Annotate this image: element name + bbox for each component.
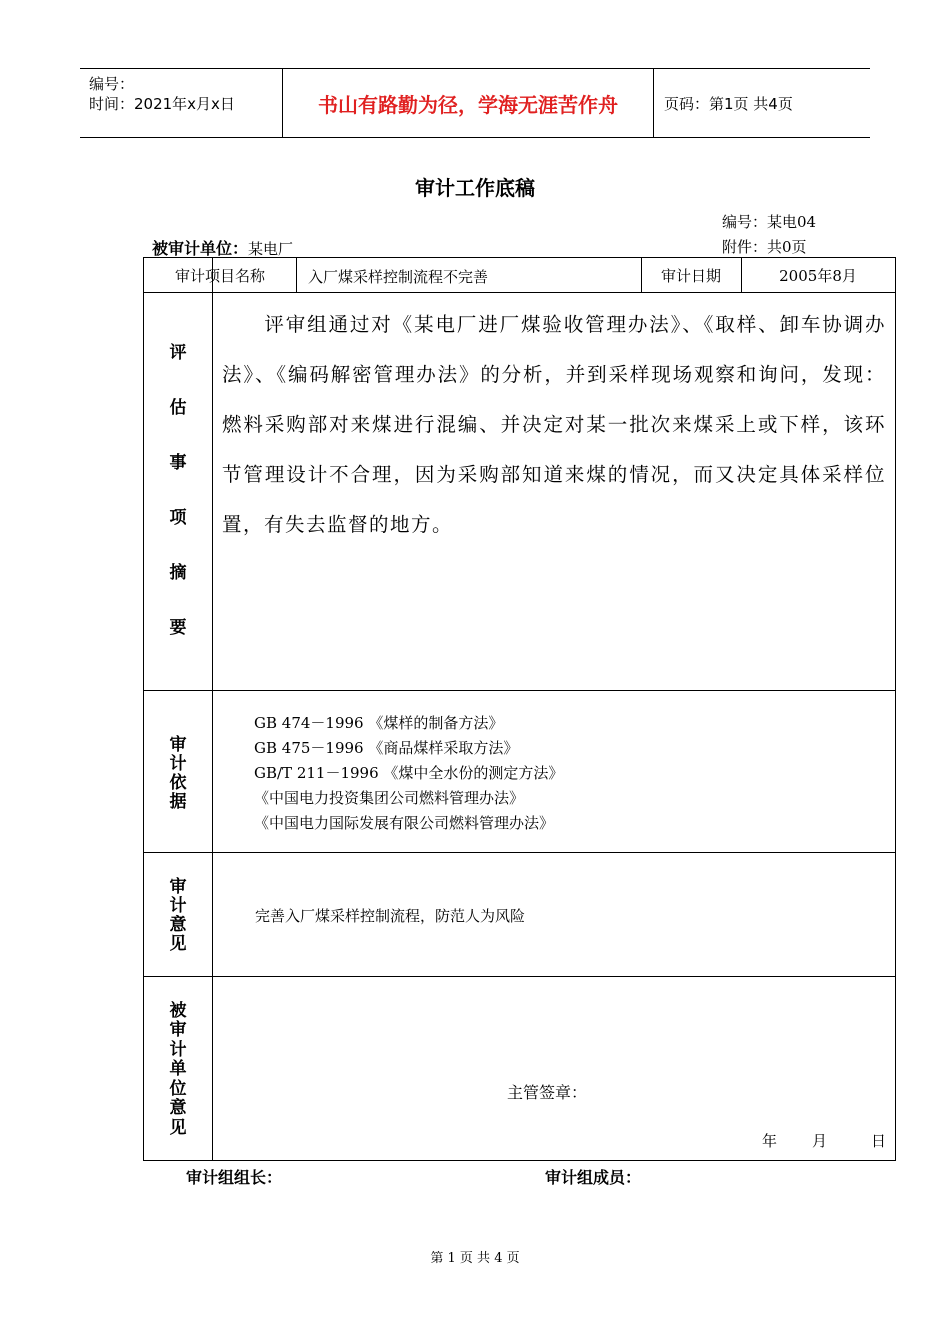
unit-opinion-label-char: 见: [169, 1117, 187, 1138]
date-year-label: 年: [762, 1132, 778, 1150]
header-page-info: 页码：第1页 共4页: [664, 95, 793, 113]
unit-opinion-label-char: 审: [169, 1020, 187, 1041]
table-rule: [144, 852, 895, 853]
header-meta-cell: [80, 69, 283, 137]
basis-label-char: 计: [169, 754, 187, 774]
project-name-value: 入厂煤采样控制流程不完善: [308, 268, 489, 286]
supervisor-sign-label: 主管签章：: [507, 1083, 588, 1102]
summary-label-char: 摘: [169, 563, 187, 583]
basis-label-char: 据: [169, 792, 187, 812]
summary-label-char: 评: [169, 343, 187, 363]
opinion-label-char: 计: [169, 896, 187, 916]
opinion-label-char: 意: [169, 915, 187, 935]
unit-opinion-label-char: 计: [169, 1039, 187, 1060]
date-day-label: 日: [871, 1132, 887, 1150]
page-footer: 第 1 页 共 4 页: [430, 1251, 520, 1266]
table-rule: [212, 258, 213, 1160]
opinion-text: 完善入厂煤采样控制流程，防范人为风险: [255, 907, 526, 925]
basis-label-char: 依: [169, 773, 187, 793]
table-rule: [144, 976, 895, 977]
header-number-label: 编号：: [89, 75, 135, 93]
project-name-label: 审计项目名称: [174, 266, 265, 285]
summary-label-char: 估: [169, 398, 187, 418]
basis-list: [254, 711, 563, 836]
summary-label-char: 项: [169, 508, 187, 528]
basis-label: [144, 734, 212, 814]
audited-unit-value: 某电厂: [248, 240, 294, 258]
team-members-label: 审计组成员：: [545, 1168, 642, 1187]
basis-item: 《中国电力投资集团公司燃料管理办法》: [254, 789, 525, 807]
basis-item: 《中国电力国际发展有限公司燃料管理办法》: [254, 814, 555, 832]
table-rule: [296, 258, 297, 292]
document-title: 审计工作底稿: [415, 176, 535, 200]
table-rule: [144, 292, 895, 293]
basis-item: GB 474－1996 《煤样的制备方法》: [254, 714, 504, 732]
unit-opinion-label-char: 位: [169, 1078, 187, 1099]
basis-item: GB/T 211－1996 《煤中全水份的测定方法》: [254, 764, 564, 782]
summary-label: [144, 338, 212, 638]
opinion-label-char: 审: [169, 877, 187, 897]
document-serial: 编号：某电04: [722, 213, 817, 231]
unit-opinion-label: [144, 1000, 212, 1140]
team-leader-label: 审计组组长：: [186, 1168, 283, 1187]
unit-opinion-label-char: 被: [169, 1000, 187, 1021]
summary-text: [222, 300, 886, 550]
audited-unit-label: 被审计单位：: [152, 239, 249, 258]
basis-item: GB 475－1996 《商品煤样采取方法》: [254, 739, 519, 757]
summary-body: 评审组通过对《某电厂进厂煤验收管理办法》、《取样、卸车协调办法》、《编码解密管理办法》的分析，并到采样现场观察和询问，发现：燃料采购部对来煤进行混编、并决定对某一批次来煤采上或下样，该环节管理设计不合理，因为采购部知道来煤的情况，而又决定具体采样位置，有失去监督的地方。: [222, 313, 886, 536]
unit-opinion-label-char: 意: [169, 1098, 187, 1119]
summary-label-char: 要: [169, 618, 187, 638]
audited-unit: [152, 236, 293, 259]
header-time-label: 时间：2021年x月x日: [89, 95, 235, 113]
opinion-label: [144, 876, 212, 956]
page-header: [80, 68, 870, 138]
table-rule: [144, 690, 895, 691]
basis-label-char: 审: [169, 735, 187, 755]
unit-opinion-label-char: 单: [169, 1059, 187, 1080]
date-month-label: 月: [812, 1132, 828, 1150]
audit-date-label: 审计日期: [660, 266, 721, 285]
opinion-label-char: 见: [169, 934, 187, 954]
document-attachment: 附件：共0页: [722, 238, 807, 256]
summary-label-char: 事: [169, 453, 187, 473]
audit-date-value: 2005年8月: [779, 266, 857, 285]
header-motto: 书山有路勤为径，学海无涯苦作舟: [283, 69, 654, 137]
